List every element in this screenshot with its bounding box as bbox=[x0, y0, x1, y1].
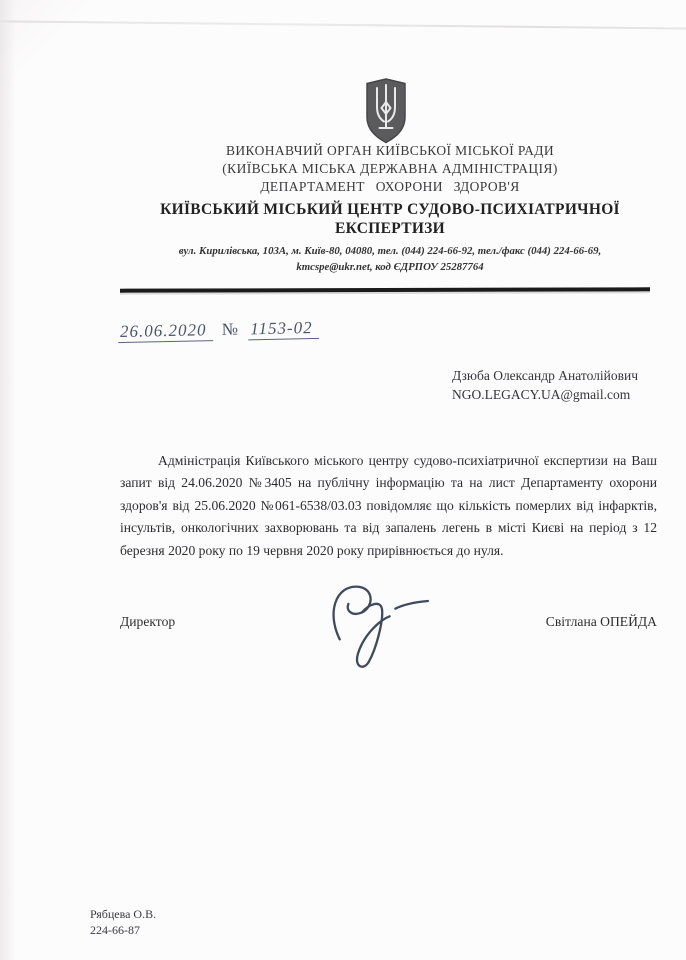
org-address-phone: вул. Кирилівська, 103А, м. Київ-80, 04080, тел. (044) 224-66-92, тел./факс (044) 224-66-69, bbox=[178, 245, 602, 257]
reference-line bbox=[118, 318, 319, 342]
letterhead bbox=[92, 142, 686, 275]
number-sign: № bbox=[221, 319, 240, 339]
executor-name: Рябцева О.В. bbox=[90, 907, 157, 921]
recipient-email: NGO.LEGACY.UA@gmail.com bbox=[452, 387, 631, 402]
handwritten-number: 1153-02 bbox=[248, 318, 319, 340]
executor-block bbox=[90, 906, 156, 938]
scan-artifact-top-line bbox=[0, 20, 686, 30]
recipient-block bbox=[452, 366, 638, 404]
ukraine-trident-emblem-icon bbox=[365, 78, 407, 144]
handwritten-signature-icon bbox=[322, 578, 438, 670]
handwritten-date: 26.06.2020 bbox=[118, 320, 213, 343]
org-email-edrpou: kmcspe@ukr.net, код ЄДРПОУ 25287764 bbox=[296, 261, 484, 273]
executor-phone: 224-66-87 bbox=[90, 923, 140, 937]
org-name-line3: ДЕПАРТАМЕНТ ОХОРОНИ ЗДОРОВ'Я bbox=[260, 179, 520, 194]
header-separator-rule bbox=[120, 287, 650, 292]
scan-artifact-left-edge bbox=[0, 0, 16, 960]
org-name-line1: ВИКОНАВЧИЙ ОРГАН КИЇВСЬКОЇ МІСЬКОЇ РАДИ bbox=[225, 143, 555, 158]
org-title-line2: ЕКСПЕРТИЗИ bbox=[334, 220, 446, 237]
recipient-name: Дзюба Олександр Анатолійович bbox=[452, 368, 639, 383]
org-title-line1: КИЇВСЬКИЙ МІСЬКИЙ ЦЕНТР СУДОВО-ПСИХІАТРИЧНОЇ bbox=[160, 201, 620, 218]
letter-body-paragraph: Адміністрація Київського міського центру судово-психіатричної експертизи на Ваш запит від 24.06.2020 №3405 на публічну інформацію та на лист Департаменту охорони здоров'я від 25.06.2020 №061-6538/03.03 повідомляє що кількість померлих від інфарктів, інсультів, онкологічних захворювань та від запалень легень в місті Києві на період з 12 березня 2020 року по 19 червня 2020 року прирівнюється до нуля. bbox=[120, 453, 657, 558]
signer-name: Світлана ОПЕЙДА bbox=[545, 614, 657, 629]
signer-position: Директор bbox=[120, 614, 176, 629]
org-name-line2: (КИЇВСЬКА МІСЬКА ДЕРЖАВНА АДМІНІСТРАЦІЯ) bbox=[222, 161, 558, 176]
